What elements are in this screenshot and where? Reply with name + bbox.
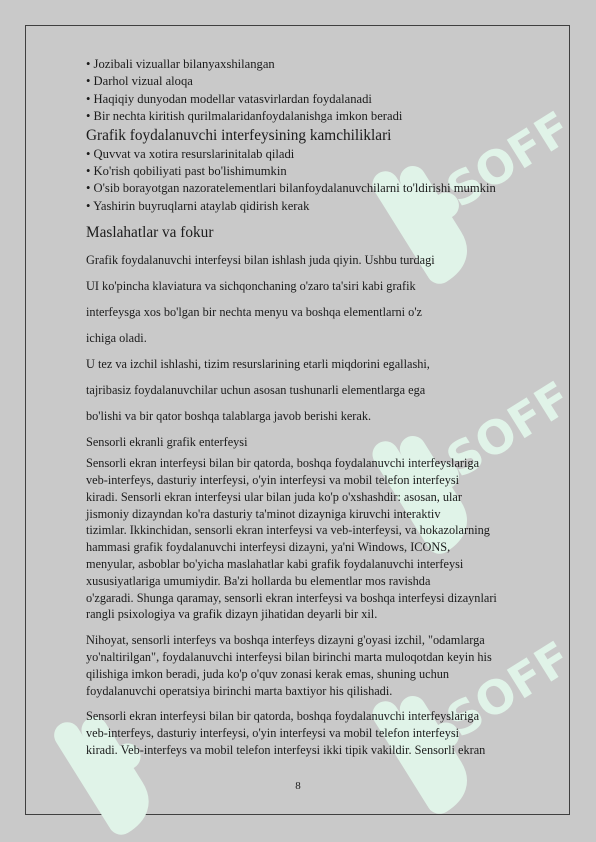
paragraph xyxy=(86,455,556,623)
text-line: jismoniy dizayndan ko'ra dasturiy ta'minot dizayniga kiruvchi interaktiv xyxy=(86,506,441,521)
text-line: Sensorli ekran interfeysi bilan bir qatorda, boshqa foydalanuvchi interfeyslariga xyxy=(86,709,480,724)
text-line: veb-interfeys, dasturiy interfeysi, o'yin interfeysi va mobil telefon interfeysi xyxy=(86,726,460,741)
text-line: Grafik foydalanuvchi interfeysi bilan ishlash juda qiyin. Ushbu turdagi xyxy=(86,253,435,268)
section-heading-tips: Maslahatlar va fokur xyxy=(86,224,214,242)
text-line: bo'lishi va bir qator boshqa talablarga javob berishi kerak. xyxy=(86,409,372,424)
text-line: yo'naltirilgan", foydalanuvchi interfeysi bilan birinchi marta muloqotdan keyin his xyxy=(86,650,492,665)
list-item: • Haqiqiy dunyodan modellar vatasvirlardan foydalanadi xyxy=(86,91,372,106)
text-line: o'zgaradi. Shunga qaramay, sensorli ekran interfeysi va boshqa interfeysi dizaynlari xyxy=(86,590,497,605)
document-content xyxy=(86,56,556,759)
section-heading-touchscreen: Sensorli ekranli grafik enterfeysi xyxy=(86,435,248,450)
advantages-list xyxy=(86,56,556,126)
section-heading-disadvantages: Grafik foydalanuvchi interfeysining kamchiliklari xyxy=(86,126,392,144)
text-line: ichiga oladi. xyxy=(86,331,147,346)
page-number: 8 xyxy=(295,780,301,792)
text-line: veb-interfeys, dasturiy interfeysi, o'yin interfeysi va mobil telefon interfeysi xyxy=(86,473,460,488)
text-line: kiradi. Sensorli ekran interfeysi ular bilan juda ko'p o'xshashdir: asosan, ular xyxy=(86,489,462,504)
text-line: tizimlar. Ikkinchidan, sensorli ekran interfeysi va veb-interfeysi, va hokazolarning xyxy=(86,523,490,538)
list-item: • O'sib borayotgan nazoratelementlari bilanfoydalanuvchilarni to'ldirishi mumkin xyxy=(86,181,496,196)
text-line: tajribasiz foydalanuvchilar uchun asosan tushunarli elementlarga ega xyxy=(86,383,426,398)
paragraph xyxy=(86,708,556,758)
text-line: hammasi grafik foydalanuvchi interfeysi dizayni, ya'ni Windows, ICONS, xyxy=(86,540,451,555)
disadvantages-list xyxy=(86,146,556,216)
text-line: interfeysga xos bo'lgan bir nechta menyu va boshqa elementlarni o'z xyxy=(86,305,422,320)
watermark-text: SOFF xyxy=(436,630,581,749)
text-line: Sensorli ekran interfeysi bilan bir qatorda, boshqa foydalanuvchi interfeyslariga xyxy=(86,456,480,471)
paragraph xyxy=(86,632,556,699)
list-item: • Jozibali vizuallar bilanyaxshilangan xyxy=(86,57,275,71)
text-line: rangli psixologiya va grafik dizayn jihatidan deyarli bir xil. xyxy=(86,607,378,622)
text-line: qilishiga imkon beradi, juda ko'p o'quv zonasi kerak emas, shuning uchun xyxy=(86,666,450,681)
text-line: foydalanuvchi operatsiya birinchi marta baxtiyor his qilishadi. xyxy=(86,683,393,698)
list-item: • Yashirin buyruqlarni ataylab qidirish kerak xyxy=(86,198,310,213)
text-line: kiradi. Veb-interfeys va mobil telefon interfeysi ikki tipik vakildir. Sensorli ekran xyxy=(86,743,486,757)
text-line: menyular, asboblar bo'yicha maslahatlar kabi grafik foydalanuvchi interfeysi xyxy=(86,557,464,572)
list-item: • Ko'rish qobiliyati past bo'lishimumkin xyxy=(86,164,287,179)
text-line: U tez va izchil ishlashi, tizim resurslarining etarli miqdorini egallashi, xyxy=(86,357,430,372)
list-item: • Bir nechta kiritish qurilmalaridanfoydalanishga imkon beradi xyxy=(86,109,403,124)
list-item: • Quvvat va xotira resurslarinitalab qiladi xyxy=(86,146,295,161)
text-line: xususiyatlariga umumiydir. Ba'zi hollarda bu elementlar mos ravishda xyxy=(86,573,431,588)
list-item: • Darhol vizual aloqa xyxy=(86,74,193,89)
text-line: UI ko'pincha klaviatura va sichqonchaning o'zaro ta'siri kabi grafik xyxy=(86,279,416,294)
text-line: Nihoyat, sensorli interfeys va boshqa interfeys dizayni g'oyasi izchil, "odamlarga xyxy=(86,633,485,648)
watermark-text: SOFF xyxy=(436,370,581,489)
watermark-text: SOFF xyxy=(436,100,581,219)
